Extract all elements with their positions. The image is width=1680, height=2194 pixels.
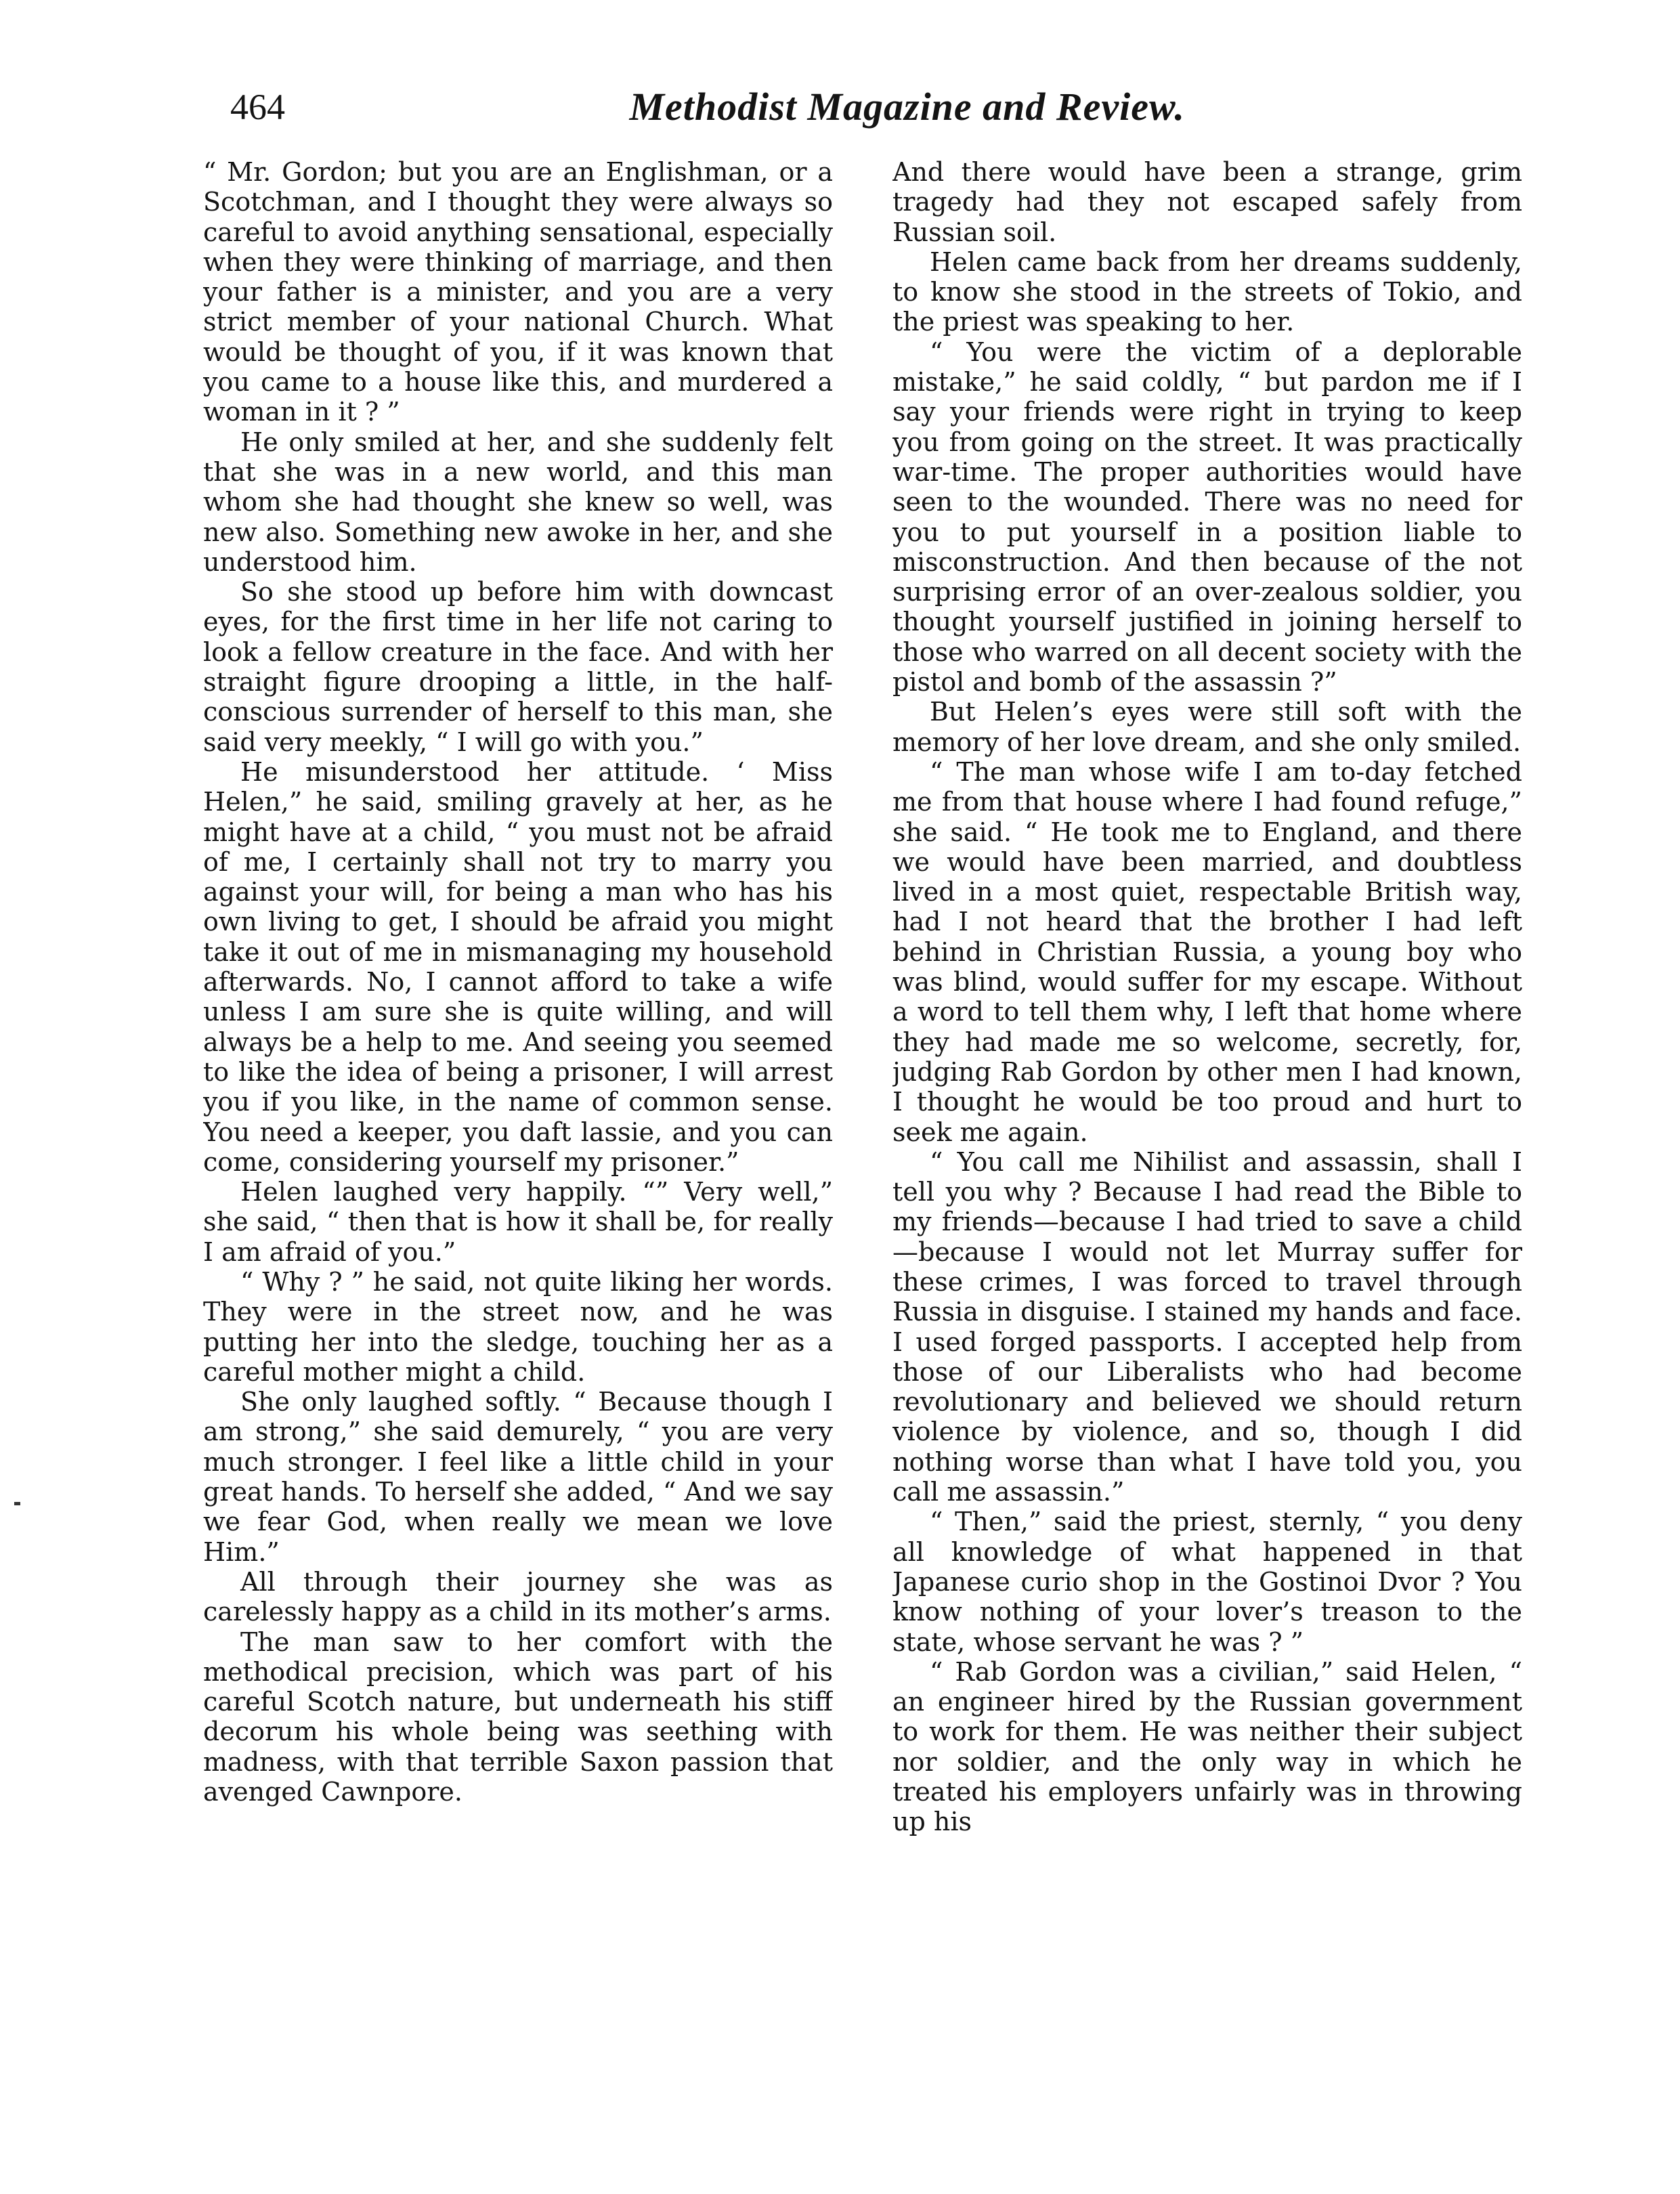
- paragraph: “ Why ? ” he said, not quite liking her words. They were in the street now, and he was putting her into the sledge, touching her as a careful mother might a child.: [203, 1266, 833, 1387]
- paragraph: He misunderstood her attitude. ‘ Miss Helen,” he said, smiling gravely at her, as he might have at a child, “ you must not be afraid of me, I certainly shall not try to marry you against your will, for being a man who has his own living to get, I should be afraid you might take it out of me in mismanaging my household afterwards. No, I cannot afford to take a wife unless I am sure she is quite willing, and will always be a help to me. And seeing you seemed to like the idea of being a prisoner, I will arrest you if you like, in the name of common sense. You need a keeper, you daft lassie, and you can come, considering yourself my prisoner.”: [203, 756, 833, 1177]
- page-number: 464: [230, 87, 285, 127]
- paragraph: So she stood up before him with downcast eyes, for the first time in her life not caring to look a fellow creature in the face. And with her straight figure drooping a little, in the half-conscious surrender of herself to this man, she said very meekly, “ I will go with you.”: [203, 577, 833, 757]
- paragraph: “ You were the victim of a deplorable mistake,” he said coldly, “ but pardon me if I say your friends were right in trying to keep you from going on the street. It was practically war-time. The proper authorities would have seen to the wounded. There was no need for you to put yourself in a position liable to misconstruction. And then because of the not surprising error of an over-zealous soldier, you thought yourself justified in joining herself to those who warred on all decent society with the pistol and bomb of the assassin ?”: [892, 337, 1522, 697]
- paragraph: And there would have been a strange, grim tragedy had they not escaped safely from Russian soil.: [892, 157, 1522, 247]
- left-column: [203, 157, 833, 2087]
- paragraph: She only laughed softly. “ Because though I am strong,” she said demurely, “ you are very much stronger. I feel like a little child in your great hands. To herself she added, “ And we say we fear God, when really we mean we love Him.”: [203, 1387, 833, 1567]
- paragraph: Helen laughed very happily. “” Very well,” she said, “ then that is how it shall be, for really I am afraid of you.”: [203, 1177, 833, 1267]
- running-title: Methodist Magazine and Review.: [629, 85, 1185, 129]
- paragraph: All through their journey she was as carelessly happy as a child in its mother’s arms.: [203, 1566, 833, 1627]
- paragraph: “ You call me Nihilist and assassin, shall I tell you why ? Because I had read the Bible to my friends—because I had tried to save a child—because I would not let Murray suffer for these crimes, I was forced to travel through Russia in disguise. I stained my hands and face. I used forged passports. I accepted help from those of our Liberalists who had become revolutionary and believed we should return violence by violence, and so, though I did nothing worse than what I have told you, you call me assassin.”: [892, 1146, 1522, 1507]
- page-header: [230, 80, 1185, 134]
- paragraph: “ Rab Gordon was a civilian,” said Helen, “ an engineer hired by the Russian government to work for them. He was neither their subject nor soldier, and the only way in which he treated his employers unfairly was in throwing up his: [892, 1656, 1522, 1837]
- paragraph: Helen came back from her dreams suddenly, to know she stood in the streets of Tokio, and the priest was speaking to her.: [892, 246, 1522, 337]
- right-column: [892, 157, 1522, 2087]
- paragraph: “ Mr. Gordon; but you are an Englishman, or a Scotchman, and I thought they were always so careful to avoid anything sensational, especially when they were thinking of marriage, and then your father is a minister, and you are a very strict member of your national Church. What would be thought of you, if it was known that you came to a house like this, and murdered a woman in it ? ”: [203, 157, 833, 427]
- paragraph: The man saw to her comfort with the methodical precision, which was part of his careful Scotch nature, but underneath his stiff decorum his whole being was seething with madness, with that terrible Saxon passion that avenged Cawnpore.: [203, 1627, 833, 1807]
- paragraph: “ The man whose wife I am to-day fetched me from that house where I had found refuge,” she said. “ He took me to England, and there we would have been married, and doubtless lived in a most quiet, respectable British way, had I not heard that the brother I had left behind in Christian Russia, a young boy who was blind, would suffer for my escape. Without a word to tell them why, I left that home where they had made me so welcome, secretly, for, judging Rab Gordon by other men I had known, I thought he would be too proud and hurt to seek me again.: [892, 756, 1522, 1147]
- paragraph: He only smiled at her, and she suddenly felt that she was in a new world, and this man whom she had thought she knew so well, was new also. Something new awoke in her, and she understood him.: [203, 427, 833, 577]
- paragraph: “ Then,” said the priest, sternly, “ you deny all knowledge of what happened in that Japanese curio shop in the Gostinoi Dvor ? You know nothing of your lover’s treason to the state, whose servant he was ? ”: [892, 1507, 1522, 1657]
- paragraph: But Helen’s eyes were still soft with the memory of her love dream, and she only smiled.: [892, 697, 1522, 757]
- margin-mark: [14, 1502, 20, 1505]
